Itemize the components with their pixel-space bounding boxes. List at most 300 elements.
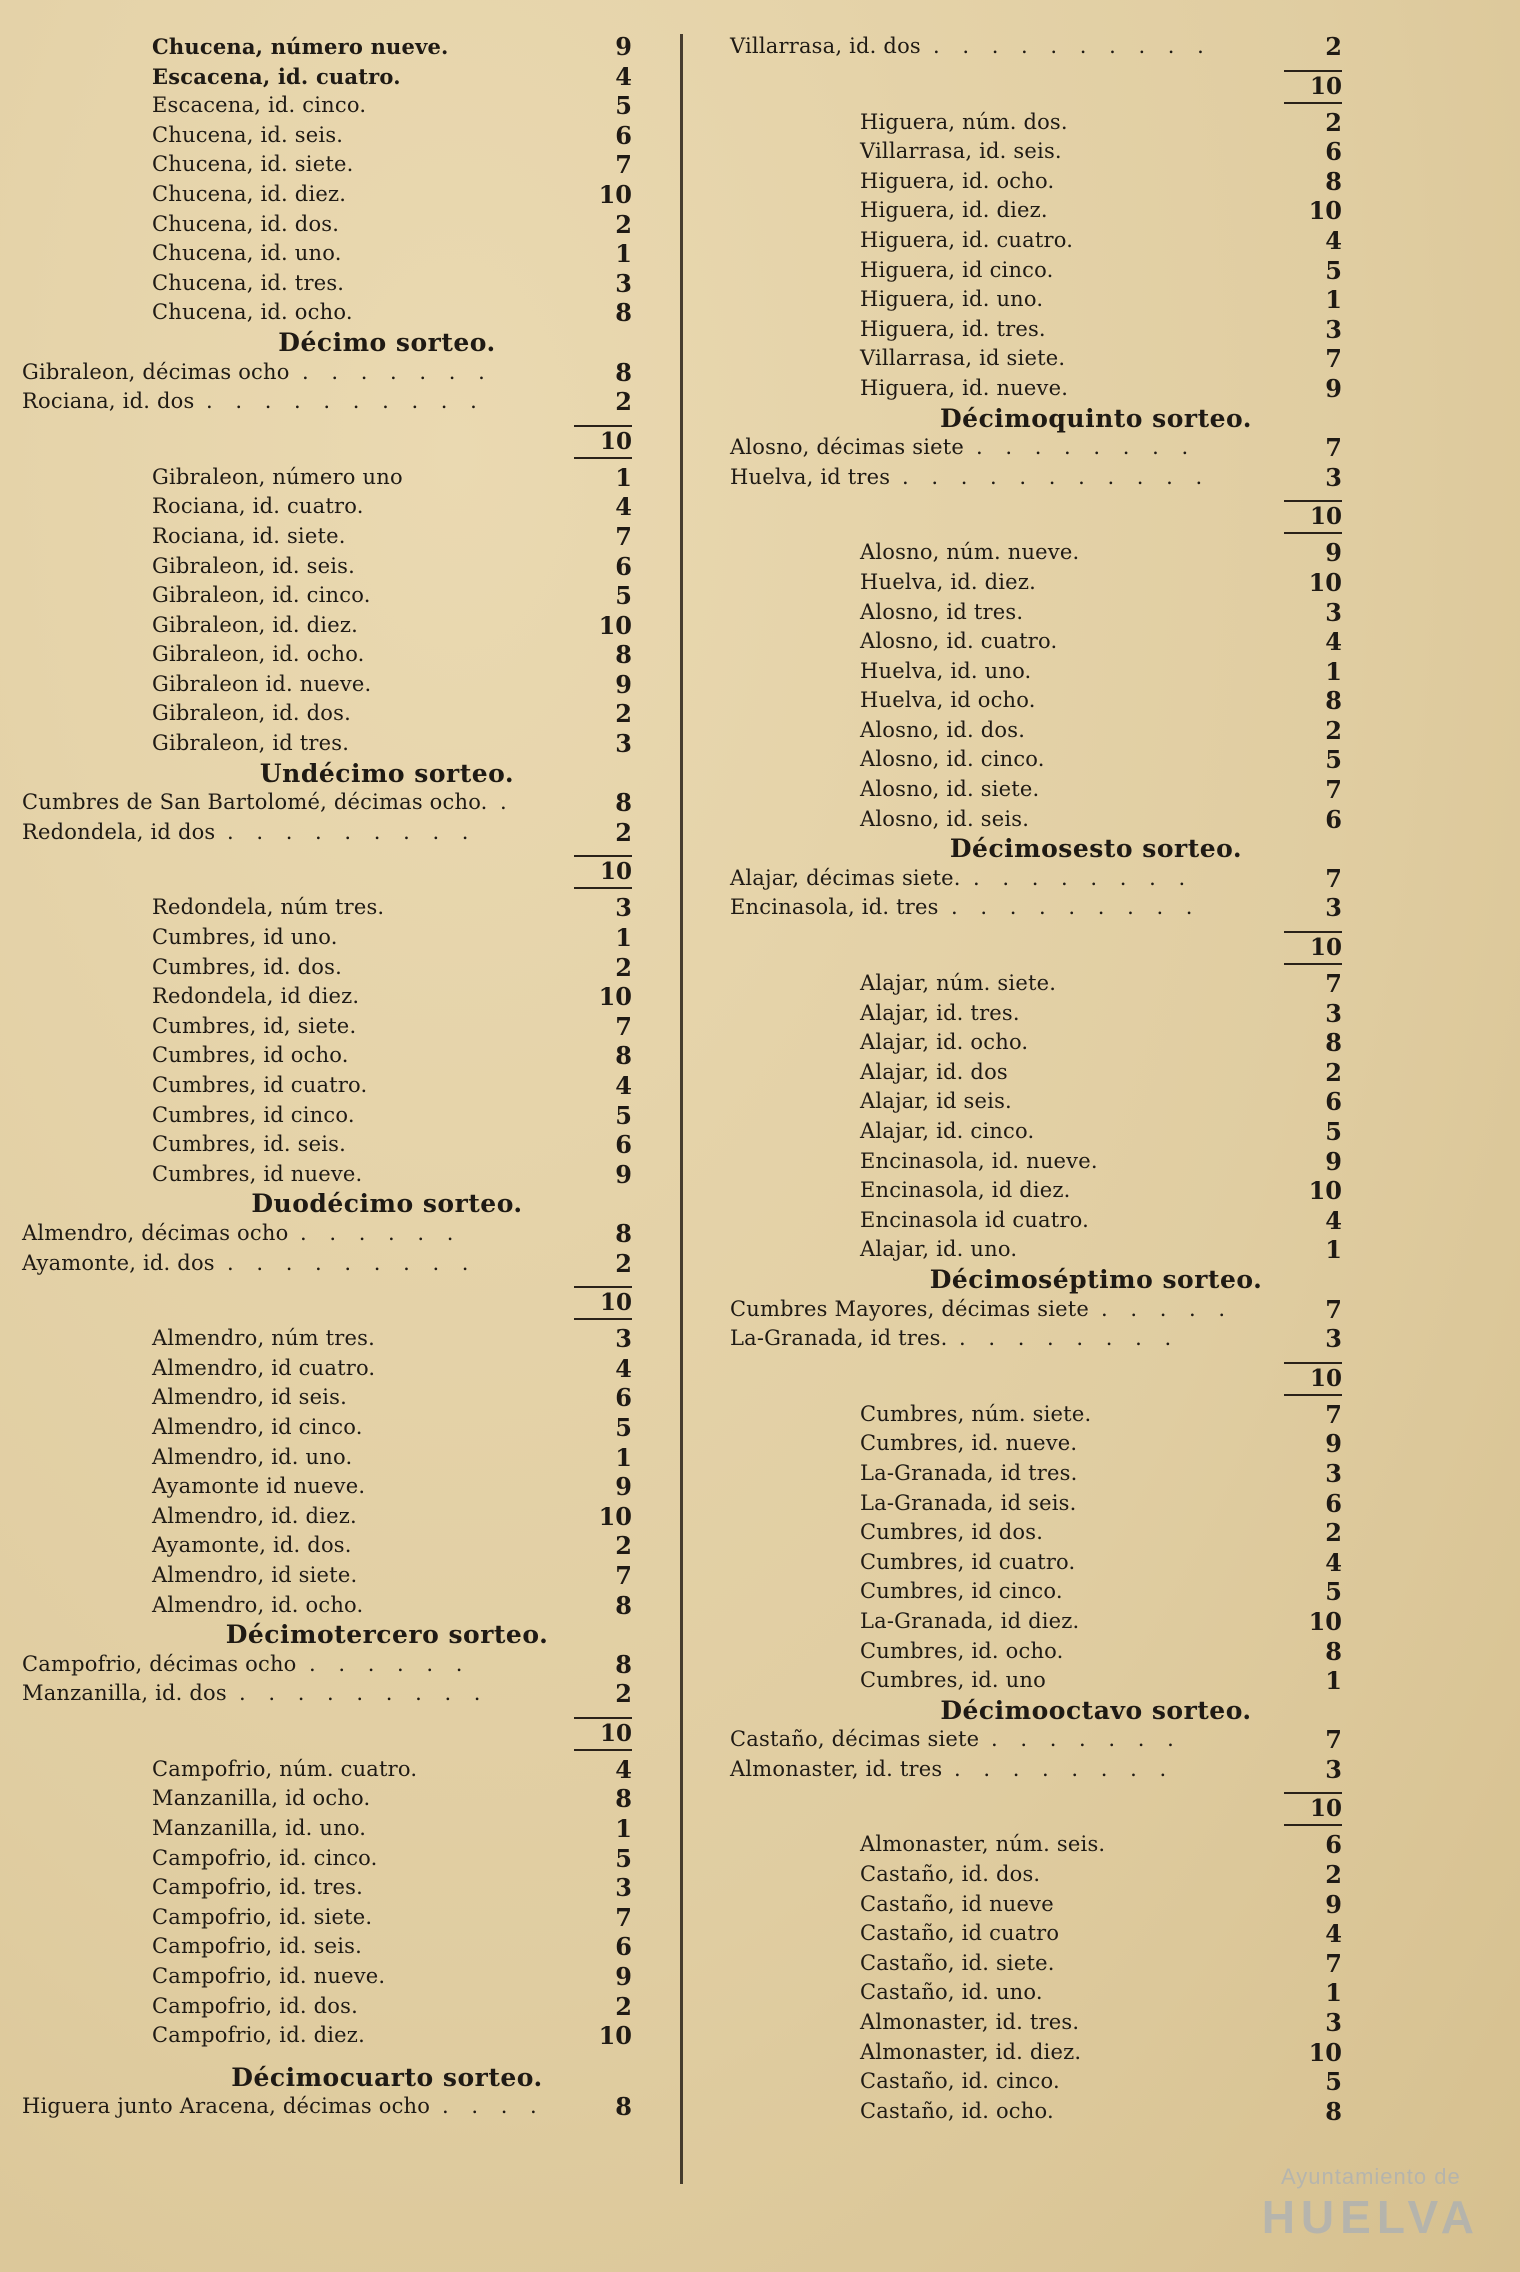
entry-number: 4: [1325, 1547, 1342, 1577]
entry-label: Alosno, núm. nueve.: [860, 540, 1080, 565]
entry-number: 10: [1308, 2037, 1342, 2067]
entry-number: 1: [1325, 656, 1342, 686]
entry-label: Almonaster, id. tres.: [860, 2010, 1080, 2035]
entry-label: Campofrio, id. siete.: [152, 1904, 373, 1929]
leader-dots: . . . . . .: [309, 1651, 471, 1676]
ticket-entry: [22, 611, 632, 641]
entry-label: Castaño, décimas siete: [730, 1727, 980, 1752]
ticket-entry: [730, 1206, 1342, 1236]
leader-dots: . . . . . . . .: [954, 1756, 1175, 1781]
ticket-entry: [22, 2021, 632, 2051]
entry-number: 1: [615, 462, 632, 492]
entry-label: Higuera, id. diez.: [860, 198, 1048, 223]
entry-number: 8: [1325, 1028, 1342, 1058]
entry-number: 7: [1325, 1725, 1342, 1755]
ticket-entry: [730, 1607, 1342, 1637]
entry-number: 4: [1325, 225, 1342, 255]
lead-entry: [730, 1755, 1342, 1785]
entry-number: 4: [615, 1353, 632, 1383]
entry-number: 9: [1325, 1146, 1342, 1176]
leader-dots: .: [500, 790, 515, 815]
entry-label: Cumbres, id cuatro.: [860, 1549, 1076, 1574]
entry-label: Chucena, id. dos.: [152, 211, 340, 236]
entry-number: 8: [615, 640, 632, 670]
lead-entry: [22, 1650, 632, 1680]
ticket-entry: [730, 745, 1342, 775]
entry-number: 5: [1325, 1577, 1342, 1607]
entry-number: 9: [615, 32, 632, 61]
entry-number: 1: [615, 923, 632, 953]
ticket-entry: [730, 108, 1342, 138]
entry-number: 3: [615, 1324, 632, 1354]
ticket-entry: [22, 1992, 632, 2022]
entry-label: Chucena, número nueve.: [152, 34, 449, 59]
entry-number: 2: [615, 387, 632, 417]
ticket-entry: [730, 538, 1342, 568]
entry-label: Huelva, id. diez.: [860, 569, 1036, 594]
entry-label: Castaño, id nueve: [860, 1891, 1054, 1916]
ticket-entry: [22, 1844, 632, 1874]
entry-number: 5: [615, 1412, 632, 1442]
entry-label: Gibraleon, id tres.: [152, 731, 350, 756]
leader-dots: . . . . . . .: [302, 359, 493, 384]
entry-label: Almendro, id cuatro.: [152, 1355, 376, 1380]
entry-number: 7: [1325, 863, 1342, 893]
leader-dots: . . . . . . . .: [976, 435, 1197, 460]
ticket-entry: [22, 91, 632, 121]
entry-label: Cumbres, id. dos.: [152, 954, 342, 979]
ticket-entry: [22, 1041, 632, 1071]
entry-label: Redondela, id diez.: [152, 984, 360, 1009]
total-row: [22, 417, 632, 463]
ticket-entry: [22, 32, 632, 62]
entry-label: Manzanilla, id. uno.: [152, 1816, 367, 1841]
total-row: [730, 1784, 1342, 1830]
entry-label: Alosno, id. siete.: [860, 777, 1040, 802]
entry-label: Ayamonte, id. dos.: [152, 1533, 352, 1558]
entry-number: 3: [615, 1873, 632, 1903]
entry-label: Cumbres, id. ocho.: [860, 1638, 1064, 1663]
entry-label: Gibraleon, décimas ocho: [22, 359, 290, 384]
entry-number: 3: [615, 729, 632, 759]
entry-number: 4: [615, 1754, 632, 1784]
entry-label: La-Granada, id diez.: [860, 1608, 1080, 1633]
entry-label: Cumbres Mayores, décimas siete: [730, 1296, 1090, 1321]
entry-number: 7: [1325, 1294, 1342, 1324]
ticket-entry: [730, 568, 1342, 598]
entry-label: Huelva, id. uno.: [860, 658, 1032, 683]
ticket-entry: [730, 374, 1342, 404]
entry-number: 8: [1325, 1636, 1342, 1666]
entry-label: Cumbres, núm. siete.: [860, 1401, 1092, 1426]
entry-number: 7: [615, 150, 632, 180]
ticket-entry: [730, 598, 1342, 628]
leader-dots: . . . . . . . . .: [239, 1681, 489, 1706]
entry-label: Almendro, id cinco.: [152, 1414, 363, 1439]
entry-number: 1: [1325, 1978, 1342, 2008]
ticket-entry: [730, 226, 1342, 256]
entry-number: 2: [615, 1531, 632, 1561]
entry-number: 2: [1325, 107, 1342, 137]
entry-label: Gibraleon, número uno: [152, 464, 403, 489]
entry-number: 2: [1325, 715, 1342, 745]
draw-heading: Décimotercero sorteo.: [225, 1620, 549, 1650]
entry-number: 1: [1325, 1666, 1342, 1696]
ticket-entry: [22, 699, 632, 729]
ticket-entry: [730, 1830, 1342, 1860]
entry-label: Rociana, id. cuatro.: [152, 494, 364, 519]
entry-number: 6: [1325, 804, 1342, 834]
lead-entry: [22, 818, 632, 848]
leader-dots: . . . . . . . .: [973, 865, 1194, 890]
entry-number: 3: [1325, 1458, 1342, 1488]
ticket-entry: [730, 1890, 1342, 1920]
entry-label: Cumbres, id cuatro.: [152, 1073, 368, 1097]
total-value: 10: [574, 1286, 632, 1320]
entry-label: Gibraleon, id. diez.: [152, 612, 358, 637]
entry-label: Alosno, décimas siete: [730, 435, 965, 460]
entry-label: Cumbres, id ocho.: [152, 1043, 349, 1068]
entry-number: 9: [615, 1962, 632, 1992]
entry-label: Alosno, id. seis.: [860, 806, 1030, 831]
entry-label: Castaño, id. siete.: [860, 1950, 1055, 1975]
entry-number: 5: [615, 581, 632, 611]
lead-entry: [22, 1249, 632, 1279]
entry-number: 8: [1325, 2096, 1342, 2126]
entry-label: Alajar, id. tres.: [860, 1000, 1020, 1025]
entry-label: Campofrio, id. dos.: [152, 1993, 358, 2018]
leader-dots: . . . . .: [1101, 1296, 1234, 1321]
ticket-entry: [22, 150, 632, 180]
entry-label: Alajar, id. cinco.: [860, 1119, 1035, 1143]
entry-label: Alajar, décimas siete.: [730, 865, 961, 890]
entry-label: Campofrio, id. tres.: [152, 1875, 363, 1900]
entry-number: 10: [1308, 196, 1342, 226]
entry-label: Castaño, id. cinco.: [860, 2069, 1060, 2094]
entry-number: 1: [1325, 285, 1342, 315]
entry-label: Alajar, id seis.: [860, 1089, 1012, 1114]
entry-label: Gibraleon, id. seis.: [152, 553, 356, 578]
entry-label: Campofrio, id. seis.: [152, 1934, 362, 1959]
ticket-entry: [730, 1058, 1342, 1088]
lead-entry: [730, 32, 1342, 62]
ticket-entry: [730, 2038, 1342, 2068]
entry-label: Campofrio, décimas ocho: [22, 1651, 297, 1676]
leader-dots: . . . . . . . . . .: [206, 389, 485, 414]
entry-label: Encinasola, id diez.: [860, 1178, 1071, 1203]
entry-label: Rociana, id. siete.: [152, 523, 346, 548]
entry-number: 10: [1308, 1606, 1342, 1636]
entry-number: 4: [615, 492, 632, 522]
entry-label: Alajar, id. uno.: [860, 1237, 1018, 1262]
ticket-entry: [22, 1814, 632, 1844]
entry-label: Escacena, id. cinco.: [152, 93, 367, 118]
entry-label: Almendro, id. uno.: [152, 1444, 353, 1469]
total-value: 10: [574, 855, 632, 889]
total-row: [22, 1278, 632, 1324]
entry-number: 10: [598, 2021, 632, 2051]
ticket-entry: [22, 1784, 632, 1814]
entry-number: 5: [1325, 745, 1342, 775]
ticket-entry: [22, 180, 632, 210]
entry-label: La-Granada, id tres.: [730, 1326, 948, 1351]
entry-number: 3: [1325, 1324, 1342, 1354]
total-value: 10: [574, 425, 632, 459]
entry-number: 7: [615, 1560, 632, 1590]
ticket-entry: [22, 581, 632, 611]
entry-label: Higuera, id. cuatro.: [860, 227, 1074, 252]
entry-number: 10: [598, 1501, 632, 1531]
ticket-entry: [22, 1531, 632, 1561]
entry-number: 7: [1325, 1948, 1342, 1978]
entry-number: 1: [1325, 1235, 1342, 1265]
entry-number: 2: [615, 1679, 632, 1709]
entry-number: 10: [1308, 1176, 1342, 1206]
entry-number: 4: [1325, 627, 1342, 657]
entry-label: Cumbres de San Bartolomé, décimas ocho.: [22, 790, 488, 815]
ticket-entry: [730, 775, 1342, 805]
entry-number: 6: [1325, 137, 1342, 167]
ticket-entry: [730, 1400, 1342, 1430]
entry-number: 8: [615, 1218, 632, 1248]
lead-entry: [22, 358, 632, 388]
entry-number: 8: [615, 1041, 632, 1071]
entry-number: 8: [615, 357, 632, 387]
entry-number: 8: [615, 1649, 632, 1679]
ticket-entry: [730, 969, 1342, 999]
entry-label: Cumbres, id, siete.: [152, 1013, 357, 1038]
ticket-entry: [22, 1561, 632, 1591]
ticket-entry: [22, 298, 632, 328]
ticket-entry: [730, 686, 1342, 716]
ticket-entry: [22, 492, 632, 522]
entry-label: Campofrio, id. cinco.: [152, 1845, 378, 1870]
entry-number: 1: [615, 239, 632, 269]
lead-entry: [22, 788, 632, 818]
ticket-entry: [730, 1028, 1342, 1058]
ticket-entry: [22, 1130, 632, 1160]
ticket-entry: [22, 1160, 632, 1190]
ticket-entry: [22, 1012, 632, 1042]
entry-number: 6: [1325, 1488, 1342, 1518]
entry-number: 8: [1325, 686, 1342, 716]
entry-number: 6: [615, 1383, 632, 1413]
ticket-entry: [730, 315, 1342, 345]
entry-label: Encinasola, id. nueve.: [860, 1148, 1098, 1173]
entry-label: Cumbres, id. uno: [860, 1668, 1046, 1693]
entry-label: Alosno, id tres.: [860, 599, 1024, 624]
entry-number: 5: [615, 1843, 632, 1873]
left-column: [22, 32, 632, 2122]
entry-label: Gibraleon id. nueve.: [152, 671, 372, 696]
entry-label: Alajar, id. dos: [860, 1059, 1008, 1084]
entry-label: La-Granada, id seis.: [860, 1490, 1077, 1515]
leader-dots: . . . . . . . . . . .: [902, 464, 1211, 489]
ticket-entry: [22, 923, 632, 953]
entry-label: Cumbres, id. seis.: [152, 1132, 347, 1157]
entry-number: 6: [1325, 1830, 1342, 1860]
entry-label: Chucena, id. siete.: [152, 152, 354, 177]
entry-number: 5: [1325, 2067, 1342, 2097]
ticket-entry: [730, 1518, 1342, 1548]
entry-label: Gibraleon, id. cinco.: [152, 583, 371, 608]
ticket-entry: [730, 256, 1342, 286]
draw-heading: Décimosesto sorteo.: [949, 834, 1243, 864]
total-row: [730, 1354, 1342, 1400]
entry-number: 9: [615, 669, 632, 699]
entry-number: 9: [1325, 538, 1342, 568]
entry-number: 9: [1325, 1889, 1342, 1919]
draw-heading: Undécimo sorteo.: [259, 758, 515, 788]
entry-label: Gibraleon, id. dos.: [152, 701, 352, 726]
entry-label: Castaño, id. ocho.: [860, 2098, 1054, 2123]
entry-number: 7: [1325, 969, 1342, 999]
entry-label: Higuera, id. nueve.: [860, 375, 1069, 400]
ticket-entry: [22, 953, 632, 983]
draw-heading: Décimoquinto sorteo.: [939, 403, 1252, 433]
ticket-entry: [22, 121, 632, 151]
entry-label: Almendro, id siete.: [152, 1562, 358, 1587]
ticket-entry: [22, 210, 632, 240]
ticket-entry: [730, 196, 1342, 226]
entry-label: Higuera, núm. dos.: [860, 109, 1068, 134]
entry-label: Alosno, id. cinco.: [860, 747, 1045, 772]
entry-number: 9: [1325, 1429, 1342, 1459]
entry-number: 2: [1325, 1860, 1342, 1890]
ticket-entry: [730, 1860, 1342, 1890]
entry-number: 5: [615, 1100, 632, 1130]
entry-label: Cumbres, id dos.: [860, 1520, 1044, 1545]
entry-number: 3: [1325, 2008, 1342, 2038]
entry-label: Villarrasa, id. seis.: [860, 139, 1062, 164]
entry-label: Almendro, décimas ocho: [22, 1220, 289, 1245]
lead-entry: [730, 893, 1342, 923]
ticket-entry: [730, 627, 1342, 657]
draw-heading: Décimooctavo sorteo.: [940, 1695, 1252, 1725]
entry-number: 8: [615, 2092, 632, 2122]
entry-label: Cumbres, id cinco.: [860, 1579, 1063, 1604]
total-value: 10: [1284, 1792, 1342, 1826]
entry-number: 9: [1325, 373, 1342, 403]
spacer: [22, 2051, 632, 2063]
entry-number: 7: [1325, 344, 1342, 374]
ticket-entry: [730, 1949, 1342, 1979]
entry-label: Huelva, id ocho.: [860, 688, 1036, 713]
entry-number: 7: [615, 521, 632, 551]
ticket-entry: [730, 805, 1342, 835]
entry-number: 10: [598, 179, 632, 209]
entry-number: 6: [1325, 1087, 1342, 1117]
ticket-entry: [22, 640, 632, 670]
right-column: [730, 32, 1342, 2126]
total-value: 10: [1284, 931, 1342, 965]
ticket-entry: [22, 522, 632, 552]
entry-label: Chucena, id. diez.: [152, 181, 347, 206]
ticket-entry: [22, 729, 632, 759]
draw-heading: Décimocuarto sorteo.: [231, 2062, 543, 2092]
total-value: 10: [574, 1717, 632, 1751]
ticket-entry: [730, 1176, 1342, 1206]
entry-number: 7: [615, 1011, 632, 1041]
entry-label: Redondela, id dos: [22, 819, 216, 844]
entry-number: 7: [1325, 775, 1342, 805]
entry-label: Ayamonte, id. dos: [22, 1250, 215, 1275]
entry-number: 8: [615, 1590, 632, 1620]
entry-label: Ayamonte id nueve.: [152, 1474, 366, 1499]
entry-number: 2: [615, 952, 632, 982]
ticket-entry: [730, 1459, 1342, 1489]
entry-label: Alosno, id. cuatro.: [860, 629, 1058, 654]
ticket-entry: [22, 982, 632, 1012]
entry-number: 2: [1325, 32, 1342, 61]
ticket-entry: [730, 1666, 1342, 1696]
total-row: [22, 847, 632, 893]
ticket-entry: [22, 1101, 632, 1131]
entry-label: Higuera, id. tres.: [860, 316, 1046, 341]
entry-number: 2: [615, 817, 632, 847]
leader-dots: . . . .: [442, 2094, 545, 2119]
entry-label: Castaño, id cuatro: [860, 1921, 1060, 1946]
entry-number: 2: [615, 209, 632, 239]
total-value: 10: [1284, 70, 1342, 104]
ticket-entry: [22, 1071, 632, 1101]
entry-label: Castaño, id. uno.: [860, 1980, 1043, 2005]
entry-label: Chucena, id. seis.: [152, 122, 344, 147]
entry-number: 5: [1325, 255, 1342, 285]
entry-label: Almonaster, id. tres: [730, 1756, 943, 1781]
ticket-entry: [730, 716, 1342, 746]
entry-label: Chucena, id. uno.: [152, 241, 342, 266]
total-row: [730, 62, 1342, 108]
entry-label: Cumbres, id uno.: [152, 925, 338, 950]
entry-label: Almendro, id seis.: [152, 1385, 348, 1410]
entry-label: Chucena, id. ocho.: [152, 300, 353, 325]
ticket-entry: [22, 1502, 632, 1532]
entry-number: 6: [615, 551, 632, 581]
entry-number: 5: [1325, 1117, 1342, 1146]
lead-entry: [730, 1324, 1342, 1354]
entry-number: 1: [615, 1814, 632, 1844]
entry-number: 4: [1325, 1919, 1342, 1949]
entry-number: 3: [1325, 462, 1342, 492]
leader-dots: . . . . . .: [300, 1220, 462, 1245]
ticket-entry: [730, 2008, 1342, 2038]
entry-label: Chucena, id. tres.: [152, 270, 345, 295]
ticket-entry: [22, 463, 632, 493]
ticket-entry: [730, 1117, 1342, 1147]
entry-label: Almendro, id. diez.: [152, 1503, 357, 1528]
entry-number: 3: [615, 268, 632, 298]
entry-number: 3: [1325, 998, 1342, 1028]
archive-watermark: [1262, 2164, 1480, 2244]
total-row: [730, 923, 1342, 969]
entry-number: 8: [615, 298, 632, 328]
entry-number: 9: [615, 1472, 632, 1502]
ticket-entry: [22, 239, 632, 269]
ticket-entry: [22, 1383, 632, 1413]
entry-number: 4: [1325, 1205, 1342, 1235]
ticket-entry: [730, 1637, 1342, 1667]
entry-number: 9: [615, 1159, 632, 1189]
entry-label: Higuera, id. ocho.: [860, 168, 1055, 193]
leader-dots: . . . . . . . .: [959, 1326, 1180, 1351]
lead-entry: [730, 463, 1342, 493]
entry-label: Encinasola, id. tres: [730, 895, 939, 920]
ticket-entry: [730, 1147, 1342, 1177]
entry-label: Alajar, núm. siete.: [860, 971, 1057, 996]
entry-number: 7: [1325, 1399, 1342, 1429]
watermark-main-text: HUELVA: [1261, 2191, 1480, 2243]
